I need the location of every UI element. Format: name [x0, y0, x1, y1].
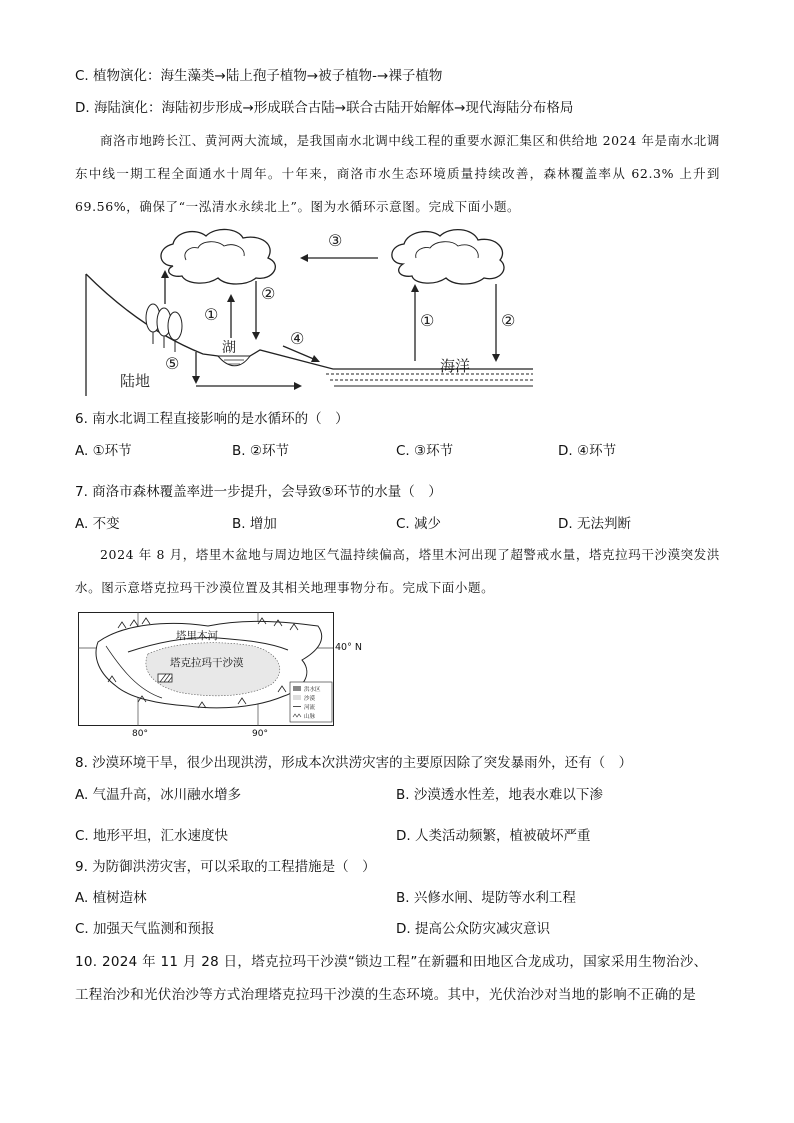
q7-stem: 7. 商洛市森林覆盖率进一步提升，会导致⑤环节的水量（ ） [75, 484, 442, 500]
q9-option-c[interactable]: C. 加强天气监测和预报 [75, 921, 215, 937]
q9-stem: 9. 为防御洪涝灾害，可以采取的工程措施是（ ） [75, 859, 376, 875]
trees [146, 304, 182, 352]
passage-shangluo: 商洛市地跨长江、黄河两大流域，是我国南水北调中线工程的重要水源汇集区和供给地 2024 年是南水北调东中线一期工程全面通水十周年。十年来，商洛市水生态环境质量持续改善，森林覆盖率从 62.3% 上升到 69.56%，确保了“一泓清水永续北上”。图为水循环示意图。完成下面小题。 [75, 133, 720, 214]
water-cycle-diagram [78, 226, 533, 396]
option-d-prev: D. 海陆演化：海陆初步形成→形成联合古陆→联合古陆开始解体→现代海陆分布格局 [75, 100, 574, 116]
label-1-right: ① [420, 311, 435, 330]
map-legend [290, 682, 332, 722]
legend-flood: 洪水区 [304, 687, 321, 693]
label-land: 陆地 [120, 372, 151, 390]
q6-stem: 6. 南水北调工程直接影响的是水循环的（ ） [75, 411, 349, 427]
label-80: 80° [132, 729, 148, 739]
legend-desert: 沙漠 [304, 696, 316, 702]
q9-option-a[interactable]: A. 植树造林 [75, 890, 147, 906]
option-c-prev: C. 植物演化：海生藻类→陆上孢子植物→被子植物-→裸子植物 [75, 68, 443, 84]
q6-option-b[interactable]: B. ②环节 [232, 443, 289, 459]
q9-option-d[interactable]: D. 提高公众防灾减灾意识 [396, 921, 550, 937]
label-90: 90° [252, 729, 268, 739]
q7-option-d[interactable]: D. 无法判断 [558, 516, 631, 532]
q6-option-a[interactable]: A. ①环节 [75, 443, 132, 459]
q8-option-a[interactable]: A. 气温升高，冰川融水增多 [75, 787, 242, 803]
q8-option-c[interactable]: C. 地形平坦，汇水速度快 [75, 828, 229, 844]
ocean-lines [326, 374, 533, 386]
passage-taklamakan: 2024 年 8 月，塔里木盆地与周边地区气温持续偏高，塔里木河出现了超警戒水量，塔克拉玛干沙漠突发洪水。图示意塔克拉玛干沙漠位置及其相关地理事物分布。完成下面小题。 [75, 547, 720, 595]
label-lake: 湖 [222, 340, 236, 356]
label-ocean: 海洋 [440, 357, 471, 375]
q10-stem: 10. 2024 年 11 月 28 日，塔克拉玛干沙漠“锁边工程”在新疆和田地区合龙成功，国家采用生物治沙、工程治沙和光伏治沙等方式治理塔克拉玛干沙漠的生态环境。其中，光伏治沙对当地的影响不正确的是 [75, 954, 708, 1003]
label-desert: 塔克拉玛干沙漠 [170, 657, 244, 669]
label-1-left: ① [204, 305, 219, 324]
q6-option-c[interactable]: C. ③环节 [396, 443, 454, 459]
q9-option-b[interactable]: B. 兴修水闸、堤防等水利工程 [396, 890, 576, 906]
taklamakan-map [78, 612, 378, 739]
q8-stem: 8. 沙漠环境干旱，很少出现洪涝，形成本次洪涝灾害的主要原因除了突发暴雨外，还有（ ） [75, 755, 633, 771]
q7-option-b[interactable]: B. 增加 [232, 516, 277, 532]
q8-option-d[interactable]: D. 人类活动频繁，植被破坏严重 [396, 828, 591, 844]
q6-option-d[interactable]: D. ④环节 [558, 443, 617, 459]
q7-option-c[interactable]: C. 减少 [396, 516, 442, 532]
label-2-right: ② [501, 311, 516, 330]
label-3: ③ [328, 231, 343, 250]
cloud-left [161, 229, 275, 284]
desert-area [146, 643, 280, 696]
cloud-right [392, 230, 504, 284]
label-tarim-river: 塔里木河 [176, 630, 218, 642]
legend-mountain: 山脉 [304, 714, 316, 720]
label-2-left: ② [261, 284, 276, 303]
q8-option-b[interactable]: B. 沙漠透水性差，地表水难以下渗 [396, 787, 603, 803]
legend-river: 河流 [304, 705, 316, 711]
q7-option-a[interactable]: A. 不变 [75, 516, 120, 532]
label-40n: 40° N [335, 642, 362, 653]
label-4: ④ [290, 329, 305, 348]
label-5: ⑤ [165, 354, 180, 373]
